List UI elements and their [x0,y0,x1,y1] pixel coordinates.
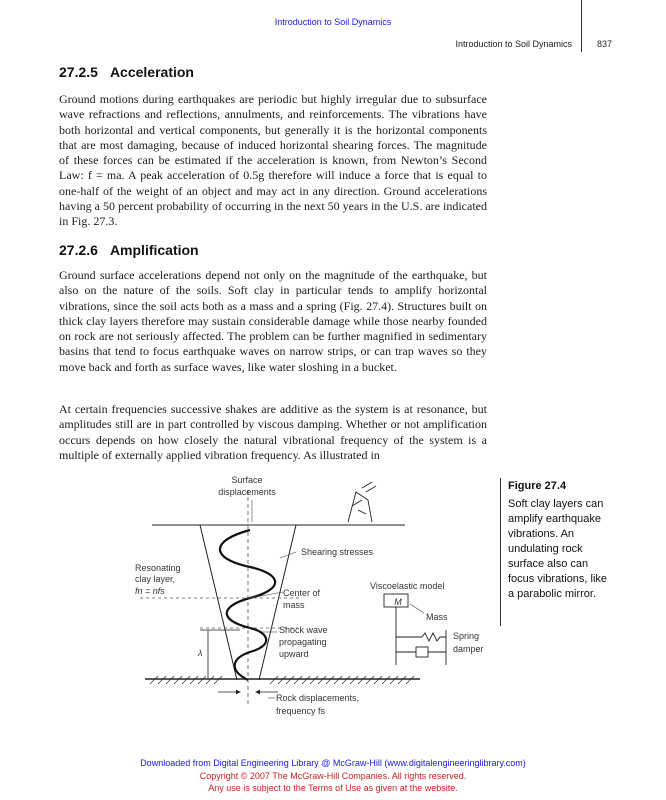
label-lambda: λ [198,648,203,658]
leader-line [410,604,424,613]
section-number: 27.2.5 [59,64,98,80]
section-heading-acceleration [59,64,194,80]
label-clay-layer: clay layer, [135,574,176,584]
figure-27-4 [100,470,500,725]
label-displacements: displacements [218,487,276,497]
footer [0,757,666,795]
footer-copyright: Copyright © 2007 The McGraw-Hill Companies. All rights reserved. [199,770,467,781]
label-shearing-stresses: Shearing stresses [301,547,374,557]
label-resonating: Resonating [135,563,181,573]
label-propagating: propagating [279,637,327,647]
label-spring: Spring [453,631,480,641]
acceleration-paragraph: Ground motions during earthquakes are periodic but highly irregular due to subsurface wave refractions and reflections, annulments, and reinforcements. The vibrations have both horizontal and vertical components, but generally it is the horizontal components that are most damaging, because of induced horizontal shearing forces. The magnitude of these forces can be estimated if the acceleration is known, from Newton’s Second Law: f = ma. A peak acceleration of 0.5g therefore will induce a force that is equal to one-half of the weight of an object and may act in any direction. Ground accelerations having a 50 percent probability of occurring in the next 50 years in the U.S. are indicated in Fig. 27.3. [59,92,487,229]
figure-caption-text: Soft clay layers can amplify earthquake vibrations. An undulating rock surface also can focus vibrations, like a parabolic mirror. [508,498,608,600]
footer-download-link[interactable]: Downloaded from Digital Engineering Library @ McGraw-Hill (www.digitalengineeringlibrary.com) [140,758,526,768]
label-viscoelastic-model: Viscoelastic model [370,581,445,591]
section-title: Acceleration [109,64,194,80]
running-head-title: Introduction to Soil Dynamics [455,39,572,49]
label-rock-displacements: Rock displacements, [276,693,360,703]
label-frequency: frequency fs [276,706,326,716]
label-center-of: Center of [283,588,321,598]
header-rule [581,0,582,52]
label-surface: Surface [231,475,263,485]
amplification-paragraph-1: Ground surface accelerations depend not only on the magnitude of the earthquake, but also on the nature of the soils. Soft clay in particular tends to amplify horizontal vibrations, since the soil acts both as a mass and a spring (Fig. 27.4). Structures built on thick clay layers therefore may sustain considerable damage while those nearby founded on rock are not seriously affected. The problem can be further magnified in sedimentary basins that tend to focus earthquake waves on narrow strips, or can trap waves so they move back and forth as surface waves, like water sloshing in a bucket. [59,268,487,374]
label-upward: upward [279,649,309,659]
figure-caption-title: Figure 27.4 [508,480,567,492]
vibration-helix [220,530,275,680]
caption-rule [500,478,501,626]
top-link[interactable]: Introduction to Soil Dynamics [274,17,392,27]
cone-left-line [200,525,237,680]
page-number: 837 [597,39,613,49]
label-fn-nfs: fn = nfs [135,586,165,596]
section-number: 27.2.6 [59,242,98,258]
label-damper: damper [453,644,484,654]
section-title: Amplification [109,242,199,258]
label-shock-wave: Shock wave [279,625,328,635]
building-sketch [348,482,376,522]
amplification-paragraph-2: At certain frequencies successive shakes are additive as the system is at resonance, but amplitudes still are in part controlled by viscous damping. Whether or not amplification occurs depends on how closely the natural vibrational frequency of the system is a multiple of externally applied vibration frequency. As illustrated in [59,402,487,462]
section-heading-amplification [59,242,199,258]
label-mass: mass [283,600,305,610]
bedrock-hatching [150,676,414,684]
footer-terms-link[interactable]: Any use is subject to the Terms of Use as given at the website. [208,783,458,793]
label-mass-model: Mass [426,612,448,622]
mass-box-label: M [394,597,402,607]
